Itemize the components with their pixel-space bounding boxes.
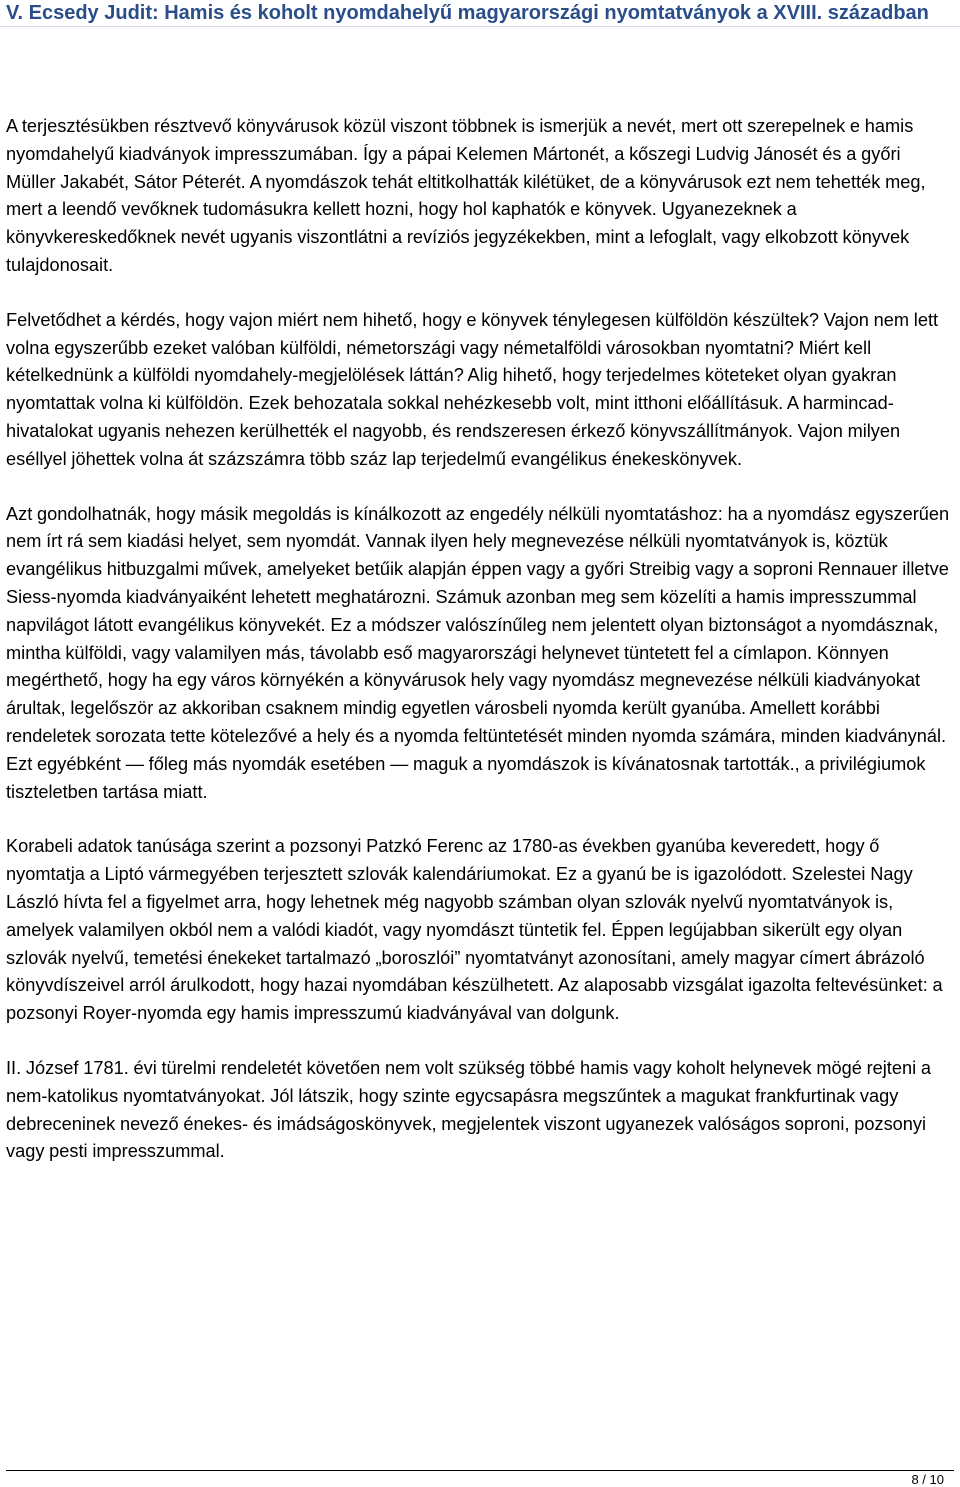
paragraph-5: II. József 1781. évi türelmi rendeletét követően nem volt szükség többé hamis vagy koholt helynevek mögé rejteni a nem-katolikus nyomtatványokat. Jól látszik, hogy szinte egycsapásra megszűntek a magukat frankfurtinak vagy debreceninek nevező énekes- és imádságoskönyvek, megjelentek viszont ugyanezek valóságos soproni, pozsonyi vagy pesti impresszummal. [6, 1057, 931, 1162]
document-header [0, 0, 960, 27]
paragraph-4: Korabeli adatok tanúsága szerint a pozsonyi Patzkó Ferenc az 1780-as években gyanúba keveredett, hogy ő nyomtatja a Liptó vármegyében terjesztett szlovák kalendáriumokat. Ez a gyanú be is igazolódott. Szelestei Nagy László hívta fel a figyelmet arra, hogy lehetnek még nagyobb számban olyan szlovák nyelvű nyomtatványok is, amelyek valamilyen okból nem a valódi kiadót, vagy nyomdászt tüntetik fel. Éppen legújabban sikerült egy olyan szlovák nyelvű, temetési énekeket tartalmazó „boroszlói” nyomtatványt azonosítani, amely magyar címert ábrázoló könyvdíszeivel arról árulkodott, hogy hazai nyomdában készülhetett. Az alaposabb vizsgálat igazolta feltevésünket: a pozsonyi Royer-nyomda egy hamis impresszumú kiadványával van dolgunk. [6, 836, 943, 1024]
page-number: 8 / 10 [911, 1472, 944, 1487]
document-title: V. Ecsedy Judit: Hamis és koholt nyomdahelyű magyarországi nyomtatványok a XVIII. században [6, 2, 929, 24]
paragraph-1: A terjesztésükben résztvevő könyvárusok közül viszont többnek is ismerjük a nevét, mert ott szerepelnek e hamis nyomdahelyű kiadványok impresszumában. Így a pápai Kelemen Mártonét, a kőszegi Ludvig Jánosét és a győri Müller Jakabét, Sátor Péterét. A nyomdászok tehát eltitkolhatták kilétüket, de a könyvárusok ezt nem tehették meg, mert a leendő vevőknek tudomásukra kellett hozni, hogy hol kaphatók e könyvek. Ugyanezeknek a könyvkereskedőknek nevét ugyanis viszontlátni a revíziós jegyzékekben, mint a lefoglalt, vagy elkobzott könyvek tulajdonosait. [6, 116, 926, 275]
paragraph-2: Felvetődhet a kérdés, hogy vajon miért nem hihető, hogy e könyvek ténylegesen külföldön készültek? Vajon nem lett volna egyszerűbb ezeket valóban külföldi, németországi vagy németalföldi városokban nyomtatni? Miért kell kételkednünk a külföldi nyomdahely-megjelölések láttán? Alig hihető, hogy terjedelmes köteteket olyan gyakran nyomtattak volna ki külföldön. Ezek behozatala sokkal nehézkesebb volt, mint itthoni előállításuk. A harmincad-hivatalokat ugyanis nehezen kerülhették el nagyobb, és rendszeresen érkező könyvszállítmányok. Vajon milyen eséllyel jöhettek volna át százszámra több száz lap terjedelmű evangélikus énekeskönyvek. [6, 309, 939, 469]
paragraph-3: Azt gondolhatnák, hogy másik megoldás is kínálkozott az engedély nélküli nyomtatáshoz: ha a nyomdász egyszerűen nem írt rá sem kiadási helyet, sem nyomdát. Vannak ilyen hely megnevezése nélküli nyomtatványok is, köztük evangélikus hitbuzgalmi művek, amelyeket betűik alapján éppen vagy a győri Streibig vagy a soproni Rennauer illetve Siess-nyomda kiadványaiként lehetett meghatározni. Számuk azonban meg sem közelíti a hamis impresszummal napvilágot látott evangélikus könyvekét. Ez a módszer valószínűleg nem jelentett olyan biztonságot a nyomdásznak, mintha külföldi, vagy valamilyen más, távolabb eső magyarországi helynevet tüntetett fel a címlapon. Könnyen megérthető, hogy ha egy város környékén a könyvárusok hely vagy nyomdász megnevezése nélküli kiadványokat árultak, legelőször az akkoriban csaknem mindig egyetlen városbeli nyomda került gyanúba. Amellett korábbi rendeletek sorozata tette kötelezővé a hely és a nyomda feltüntetését minden nyomda számára, minden kiadványnál. Ezt egyébként — főleg más nyomdák esetében — maguk a nyomdászok is kívánatosnak tartották., a privilégiumok tiszteletben tartása miatt. [6, 503, 950, 802]
document-body [6, 113, 954, 1193]
footer-divider [6, 1470, 954, 1471]
